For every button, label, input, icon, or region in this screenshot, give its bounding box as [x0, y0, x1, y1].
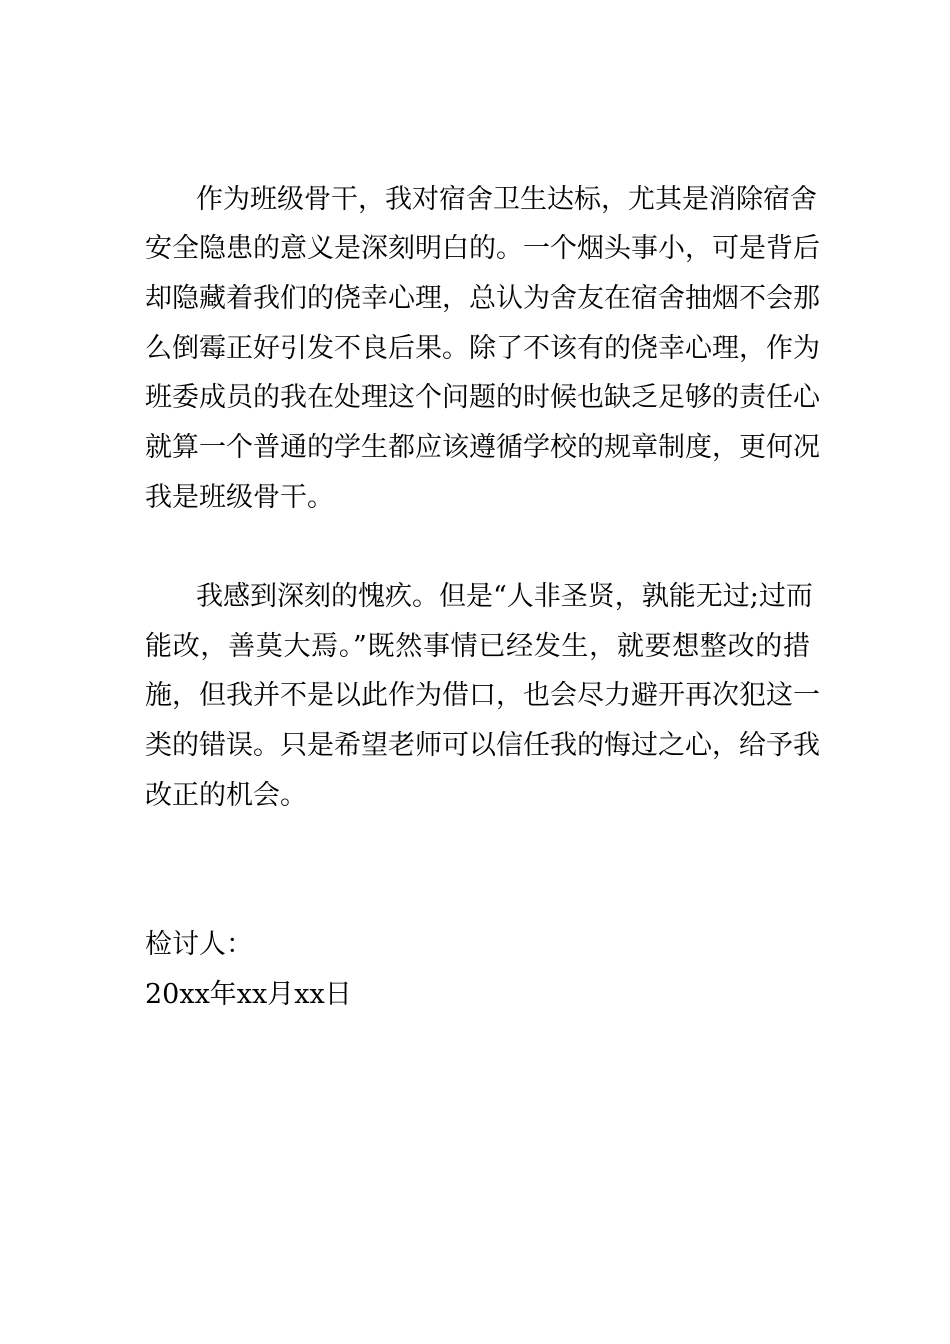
paragraph-2-line-2: 能改，善莫大焉。”既然事情已经发生，就要想整改的措 — [145, 631, 810, 662]
signature-label: 检讨人： — [145, 929, 253, 960]
paragraph-1-line-2: 安全隐患的意义是深刻明白的。一个烟头事小，可是背后 — [145, 233, 820, 264]
signature-date: 20xx年xx月xx日 — [145, 979, 352, 1010]
paragraph-2-line-1: 我感到深刻的愧疚。但是“人非圣贤，孰能无过;过而 — [196, 581, 813, 612]
paragraph-1-line-6: 就算一个普通的学生都应该遵循学校的规章制度，更何况 — [145, 432, 820, 463]
paragraph-1-line-5: 班委成员的我在处理这个问题的时候也缺乏足够的责任心 — [145, 382, 820, 413]
paragraph-1-line-3: 却隐藏着我们的侥幸心理，总认为舍友在宿舍抽烟不会那 — [145, 283, 820, 314]
paragraph-2-line-5: 改正的机会。 — [145, 780, 307, 811]
paragraph-2-line-4: 类的错误。只是希望老师可以信任我的悔过之心，给予我 — [145, 730, 820, 761]
paragraph-1-line-4: 么倒霉正好引发不良后果。除了不该有的侥幸心理，作为 — [145, 333, 820, 364]
paragraph-2-line-3: 施，但我并不是以此作为借口，也会尽力避开再次犯这一 — [145, 680, 820, 711]
paragraph-1-line-1: 作为班级骨干，我对宿舍卫生达标，尤其是消除宿舍 — [196, 184, 817, 215]
paragraph-1-line-7: 我是班级骨干。 — [145, 482, 334, 513]
